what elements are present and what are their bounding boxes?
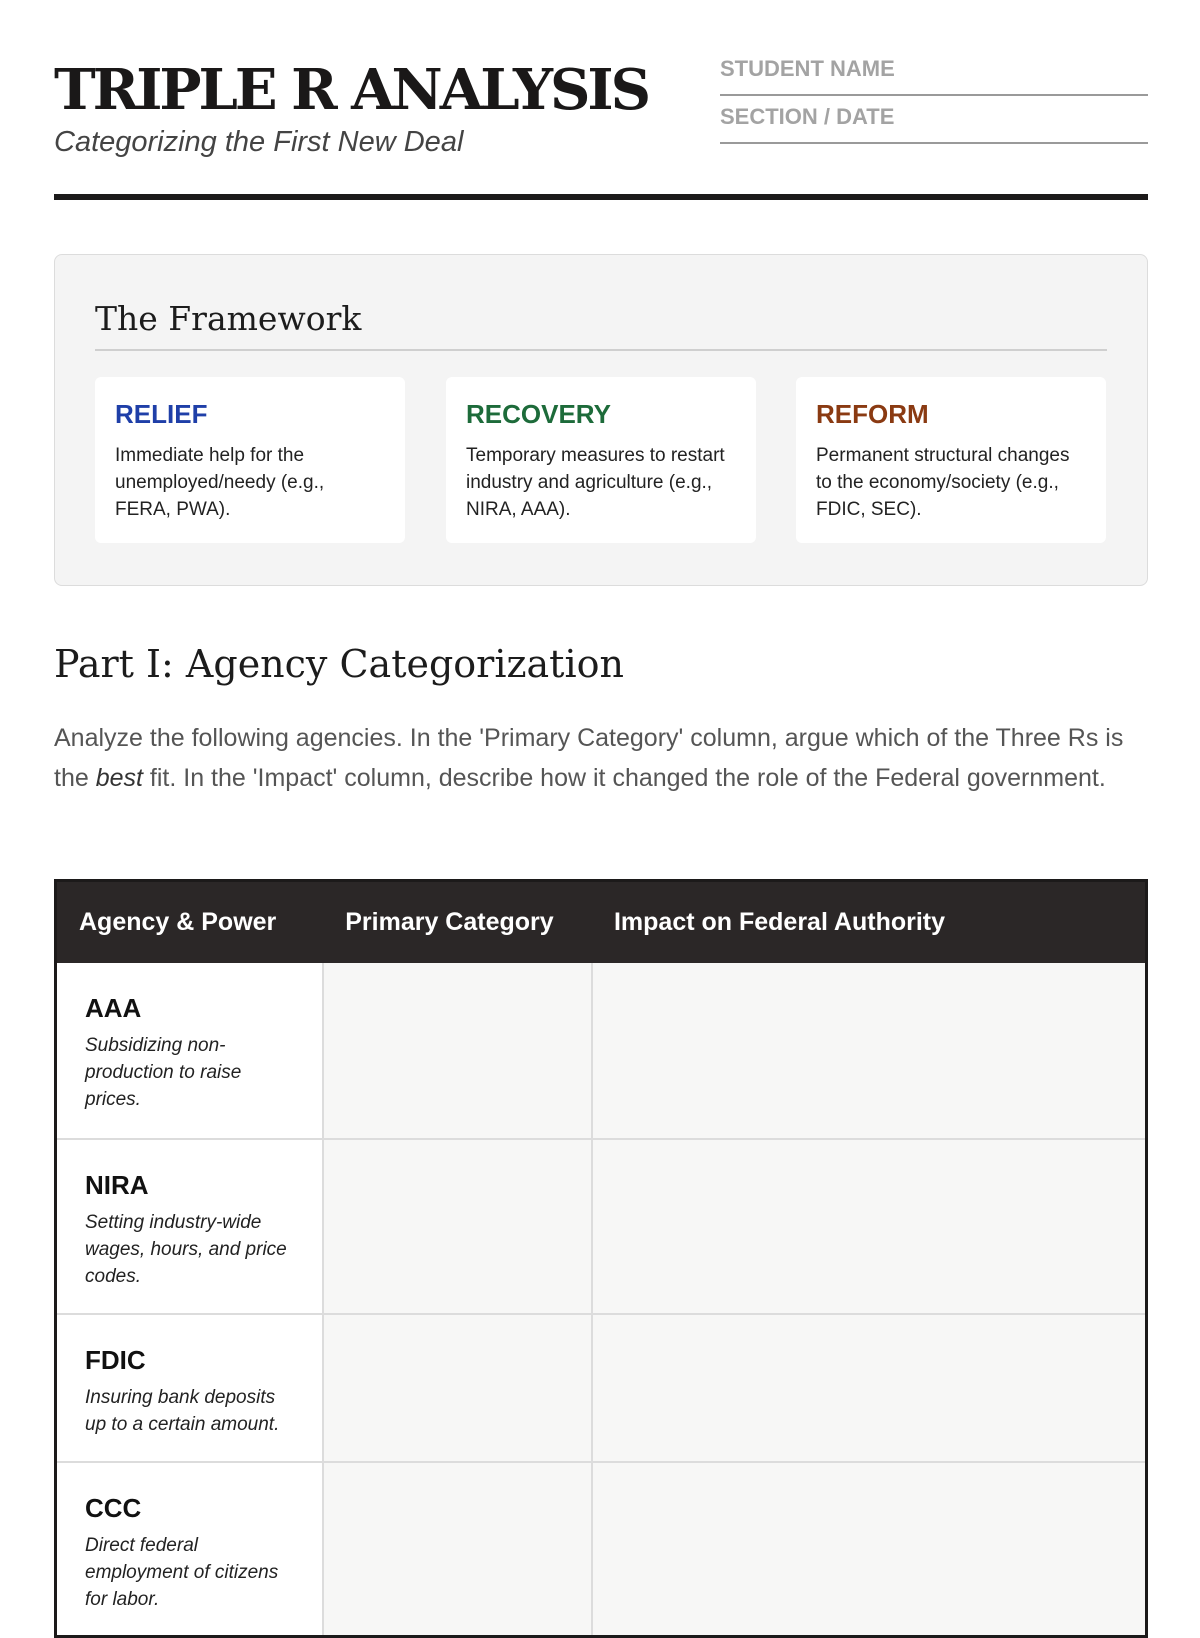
worksheet-subtitle: Categorizing the First New Deal — [54, 126, 464, 158]
framework-box — [54, 254, 1148, 586]
section-date-field[interactable]: SECTION / DATE — [720, 104, 1148, 144]
column-header-impact: Impact on Federal Authority — [592, 881, 1147, 963]
table-header-row — [56, 881, 1147, 963]
table-row — [56, 1462, 1147, 1637]
worksheet-page — [54, 0, 1148, 1610]
agency-power: Setting industry-wide wages, hours, and price codes. — [85, 1211, 287, 1287]
agency-name: FDIC — [85, 1344, 146, 1375]
primary-category-cell[interactable] — [323, 963, 592, 1139]
table-row — [56, 1139, 1147, 1314]
agency-name: AAA — [85, 992, 142, 1023]
column-header-agency: Agency & Power — [56, 881, 324, 963]
impact-cell[interactable] — [592, 1139, 1147, 1314]
impact-cell[interactable] — [592, 1314, 1147, 1462]
worksheet-title: TRIPLE R ANALYSIS — [54, 57, 649, 123]
instructions-text-end: fit. In the 'Impact' column, describe how it changed the role of the Federal government. — [142, 764, 1106, 792]
impact-cell[interactable] — [592, 963, 1147, 1139]
agency-cell — [56, 1462, 324, 1637]
student-name-field[interactable]: STUDENT NAME — [720, 56, 1148, 96]
agency-categorization-table — [54, 879, 1148, 1638]
part-one-instructions — [54, 718, 1148, 798]
agency-power: Direct federal employment of citizens for labor. — [85, 1534, 279, 1610]
instructions-text-start: Analyze the following agencies. In the 'Primary Category' column, argue which of the Three Rs is the — [54, 724, 1124, 792]
column-header-category: Primary Category — [323, 881, 592, 963]
relief-heading: RELIEF — [115, 399, 208, 429]
recovery-card — [446, 377, 756, 543]
framework-title: The Framework — [95, 299, 1107, 351]
impact-cell[interactable] — [592, 1462, 1147, 1637]
agency-name: CCC — [85, 1492, 142, 1523]
reform-heading: REFORM — [816, 399, 929, 429]
table-row — [56, 1314, 1147, 1462]
agency-cell — [56, 1139, 324, 1314]
agency-cell — [56, 963, 324, 1139]
primary-category-cell[interactable] — [323, 1462, 592, 1637]
worksheet-header — [54, 0, 1148, 200]
agency-name: NIRA — [85, 1169, 149, 1200]
relief-card — [95, 377, 405, 543]
instructions-emphasis: best — [95, 764, 143, 792]
recovery-description: Temporary measures to restart industry and agriculture (e.g., NIRA, AAA). — [466, 445, 725, 520]
agency-power: Subsidizing non-production to raise prices. — [85, 1034, 242, 1110]
agency-power: Insuring bank deposits up to a certain amount. — [85, 1386, 280, 1435]
part-one-title: Part I: Agency Categorization — [54, 642, 624, 686]
relief-description: Immediate help for the unemployed/needy (e.g., FERA, PWA). — [115, 445, 325, 520]
primary-category-cell[interactable] — [323, 1314, 592, 1462]
agency-cell — [56, 1314, 324, 1462]
recovery-heading: RECOVERY — [466, 399, 611, 429]
primary-category-cell[interactable] — [323, 1139, 592, 1314]
table-row — [56, 963, 1147, 1139]
reform-card — [796, 377, 1106, 543]
reform-description: Permanent structural changes to the economy/society (e.g., FDIC, SEC). — [816, 445, 1070, 520]
